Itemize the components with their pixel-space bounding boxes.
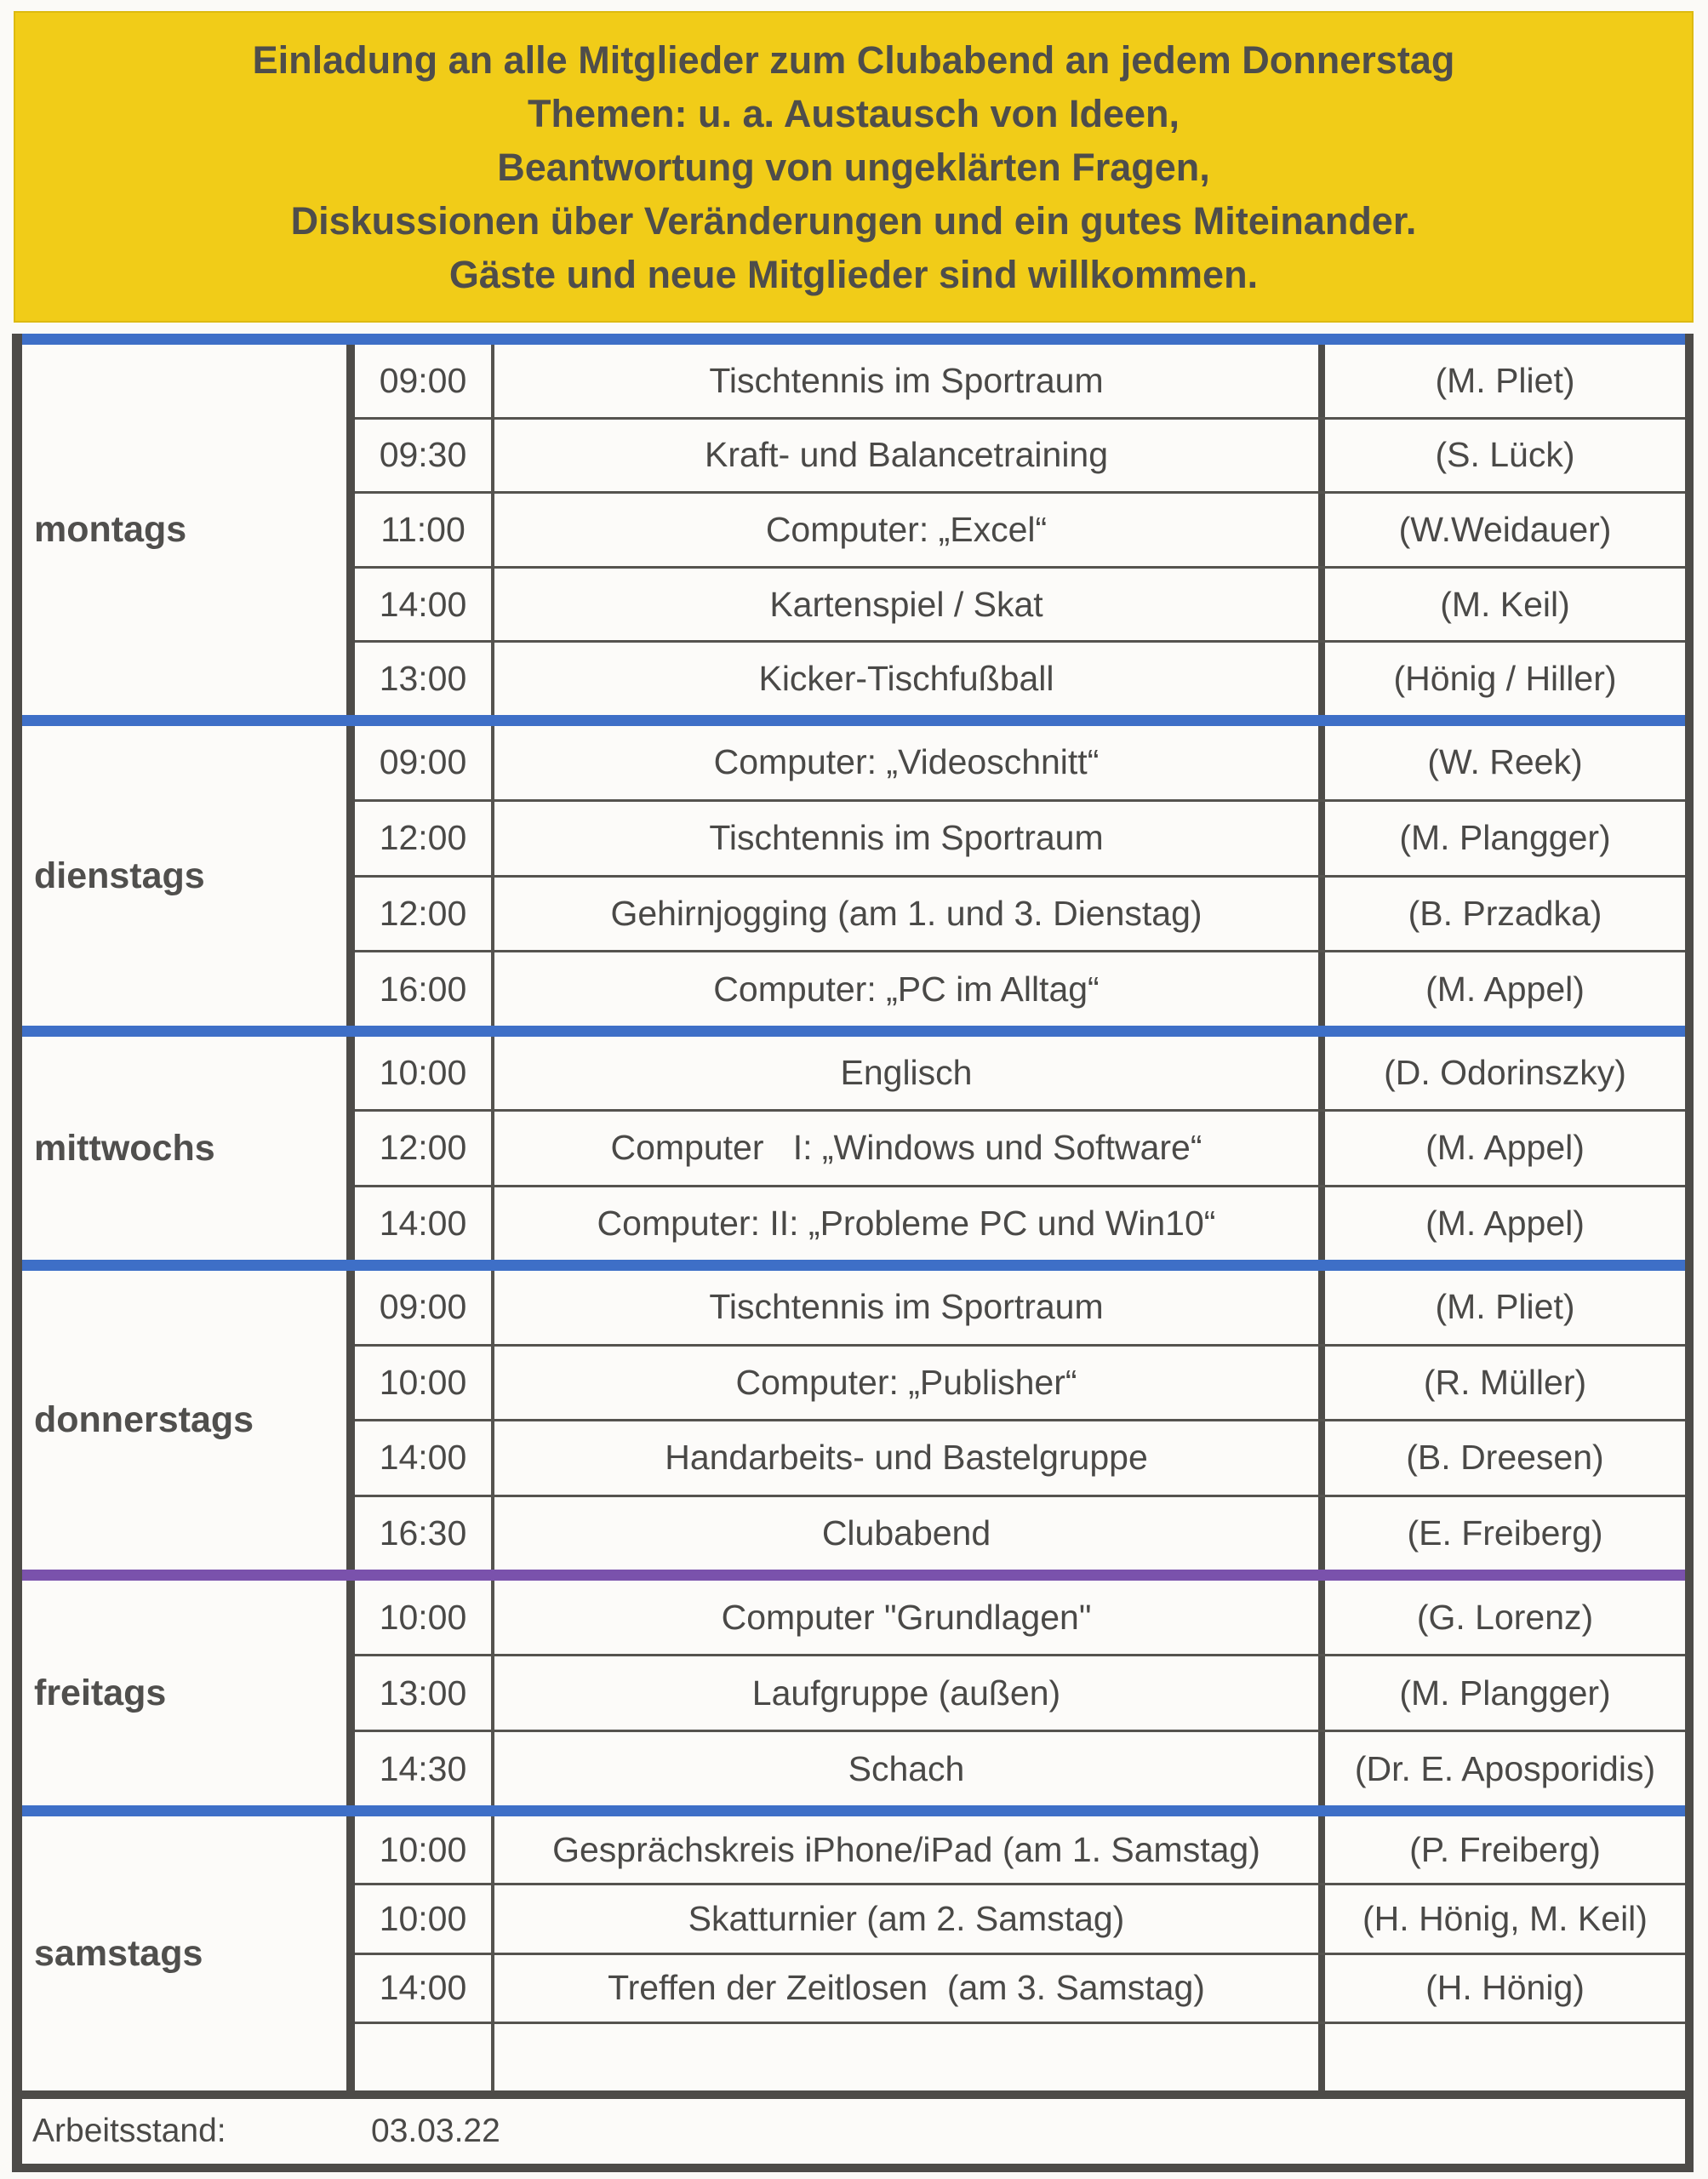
- time-cell: 09:00: [355, 1271, 494, 1344]
- banner-line-1: Einladung an alle Mitglieder zum Clubabend an jedem Donnerstag: [252, 37, 1455, 82]
- person-cell: (M. Pliet): [1435, 1287, 1575, 1327]
- time-cell: 14:00: [355, 1421, 494, 1495]
- time-cell: 10:00: [355, 1885, 494, 1952]
- schedule-row: [355, 345, 1685, 417]
- time-cell: 12:00: [355, 1112, 494, 1184]
- banner-line-2: Themen: u. a. Austausch von Ideen,: [528, 91, 1180, 135]
- activity-cell: Tischtennis im Sportraum: [494, 345, 1325, 417]
- time-cell: 16:30: [355, 1497, 494, 1570]
- banner-line-5: Gäste und neue Mitglieder sind willkommen.: [448, 252, 1259, 296]
- time-cell: 13:00: [355, 643, 494, 715]
- time-cell: 14:30: [355, 1732, 494, 1805]
- day-block-freitags: [22, 1581, 1685, 1805]
- time-cell: 14:00: [355, 1955, 494, 2022]
- person-cell: (R. Müller): [1423, 1362, 1587, 1402]
- day-block-donnerstags: [22, 1271, 1685, 1570]
- person-cell: (H. Hönig): [1425, 1968, 1585, 2008]
- day-block-samstags: [22, 1816, 1685, 2090]
- person-cell: (M. Appel): [1425, 1203, 1585, 1243]
- person-cell: (D. Odorinszky): [1384, 1053, 1626, 1093]
- schedule-row: [355, 566, 1685, 641]
- schedule-row: [355, 1581, 1685, 1654]
- separator-blue: [22, 715, 1685, 726]
- person-cell: (W.Weidauer): [1398, 509, 1612, 549]
- activity-cell: Tischtennis im Sportraum: [494, 802, 1325, 875]
- time-cell: 09:30: [355, 420, 494, 492]
- activity-cell: Clubabend: [494, 1497, 1325, 1570]
- time-cell: 13:00: [355, 1656, 494, 1730]
- activity-cell: [494, 2024, 1325, 2090]
- schedule-row: [355, 799, 1685, 875]
- person-cell: (S. Lück): [1435, 435, 1575, 475]
- person-cell: [1325, 2024, 1685, 2090]
- time-cell: 09:00: [355, 345, 494, 417]
- person-cell: (M. Keil): [1440, 584, 1570, 624]
- schedule-row: [355, 640, 1685, 715]
- schedule-row: [355, 1185, 1685, 1260]
- footer-row: [22, 2090, 1685, 2172]
- person-cell: (M. Plangger): [1399, 818, 1611, 858]
- person-cell: (E. Freiberg): [1407, 1513, 1603, 1553]
- person-cell: (G. Lorenz): [1416, 1597, 1594, 1637]
- time-cell: 14:00: [355, 569, 494, 641]
- time-cell: 14:00: [355, 1187, 494, 1260]
- person-cell: (M. Appel): [1425, 1128, 1585, 1168]
- separator-top-blue: [22, 334, 1685, 345]
- person-cell: (M. Plangger): [1399, 1673, 1611, 1713]
- activity-cell: Computer I: „Windows und Software“: [494, 1112, 1325, 1184]
- schedule-row: [355, 1953, 1685, 2022]
- time-cell: 09:00: [355, 726, 494, 799]
- person-cell: (W. Reek): [1427, 742, 1583, 782]
- day-label-montags: montags: [22, 345, 355, 715]
- person-cell: (M. Pliet): [1435, 360, 1575, 400]
- activity-cell: Computer: „Videoschnitt“: [494, 726, 1325, 799]
- separator-blue: [22, 1260, 1685, 1271]
- schedule-row: [355, 1883, 1685, 1952]
- activity-cell: Computer: „Excel“: [494, 494, 1325, 566]
- person-cell: (Hönig / Hiller): [1393, 659, 1617, 699]
- day-label-samstags: samstags: [22, 1816, 355, 2090]
- schedule-row: [355, 1109, 1685, 1184]
- schedule-row: [355, 1271, 1685, 1344]
- time-cell: 11:00: [355, 494, 494, 566]
- invitation-banner: [14, 11, 1694, 323]
- footer-date: 03.03.22: [371, 2113, 500, 2149]
- activity-cell: Laufgruppe (außen): [494, 1656, 1325, 1730]
- day-label-mittwochs: mittwochs: [22, 1037, 355, 1260]
- banner-line-4: Diskussionen über Veränderungen und ein gutes Miteinander.: [290, 198, 1417, 243]
- footer-label: Arbeitsstand:: [32, 2113, 226, 2149]
- time-cell: 10:00: [355, 1816, 494, 1883]
- banner-line-3: Beantwortung von ungeklärten Fragen,: [497, 145, 1210, 189]
- activity-cell: Gehirnjogging (am 1. und 3. Dienstag): [494, 878, 1325, 951]
- day-block-montags: [22, 345, 1685, 715]
- activity-cell: Handarbeits- und Bastelgruppe: [494, 1421, 1325, 1495]
- activity-cell: Treffen der Zeitlosen (am 3. Samstag): [494, 1955, 1325, 2022]
- activity-cell: Kartenspiel / Skat: [494, 569, 1325, 641]
- schedule-row: [355, 950, 1685, 1026]
- activity-cell: Englisch: [494, 1037, 1325, 1109]
- activity-cell: Kicker-Tischfußball: [494, 643, 1325, 715]
- schedule-row: [355, 1654, 1685, 1730]
- schedule-row: [355, 1730, 1685, 1805]
- schedule-row: [355, 726, 1685, 799]
- separator-blue: [22, 1805, 1685, 1816]
- time-cell: 10:00: [355, 1347, 494, 1420]
- time-cell: 10:00: [355, 1037, 494, 1109]
- person-cell: (M. Appel): [1425, 969, 1585, 1009]
- day-block-dienstags: [22, 726, 1685, 1026]
- time-cell: 16:00: [355, 952, 494, 1026]
- schedule-row: [355, 491, 1685, 566]
- schedule-row-empty: [355, 2022, 1685, 2090]
- activity-cell: Computer "Grundlagen": [494, 1581, 1325, 1654]
- schedule-row: [355, 1344, 1685, 1420]
- time-cell: [355, 2024, 494, 2090]
- schedule-row: [355, 1495, 1685, 1570]
- person-cell: (H. Hönig, M. Keil): [1362, 1898, 1648, 1938]
- person-cell: (Dr. E. Aposporidis): [1354, 1748, 1656, 1788]
- day-block-mittwochs: [22, 1037, 1685, 1260]
- separator-blue: [22, 1026, 1685, 1037]
- person-cell: (B. Dreesen): [1406, 1438, 1604, 1478]
- activity-cell: Schach: [494, 1732, 1325, 1805]
- activity-cell: Computer: „Publisher“: [494, 1347, 1325, 1420]
- activity-cell: Computer: II: „Probleme PC und Win10“: [494, 1187, 1325, 1260]
- activity-cell: Kraft- und Balancetraining: [494, 420, 1325, 492]
- person-cell: (B. Przadka): [1408, 893, 1602, 933]
- schedule-row: [355, 875, 1685, 951]
- schedule-row: [355, 1419, 1685, 1495]
- day-label-donnerstags: donnerstags: [22, 1271, 355, 1570]
- activity-cell: Gesprächskreis iPhone/iPad (am 1. Samstag): [494, 1816, 1325, 1883]
- time-cell: 12:00: [355, 878, 494, 951]
- activity-cell: Computer: „PC im Alltag“: [494, 952, 1325, 1026]
- schedule-row: [355, 1816, 1685, 1883]
- separator-purple: [22, 1570, 1685, 1581]
- schedule-row: [355, 417, 1685, 492]
- time-cell: 10:00: [355, 1581, 494, 1654]
- person-cell: (P. Freiberg): [1409, 1829, 1601, 1869]
- time-cell: 12:00: [355, 802, 494, 875]
- schedule-table: [12, 334, 1694, 2172]
- activity-cell: Skatturnier (am 2. Samstag): [494, 1885, 1325, 1952]
- day-label-freitags: freitags: [22, 1581, 355, 1805]
- day-label-dienstags: dienstags: [22, 726, 355, 1026]
- activity-cell: Tischtennis im Sportraum: [494, 1271, 1325, 1344]
- schedule-row: [355, 1037, 1685, 1109]
